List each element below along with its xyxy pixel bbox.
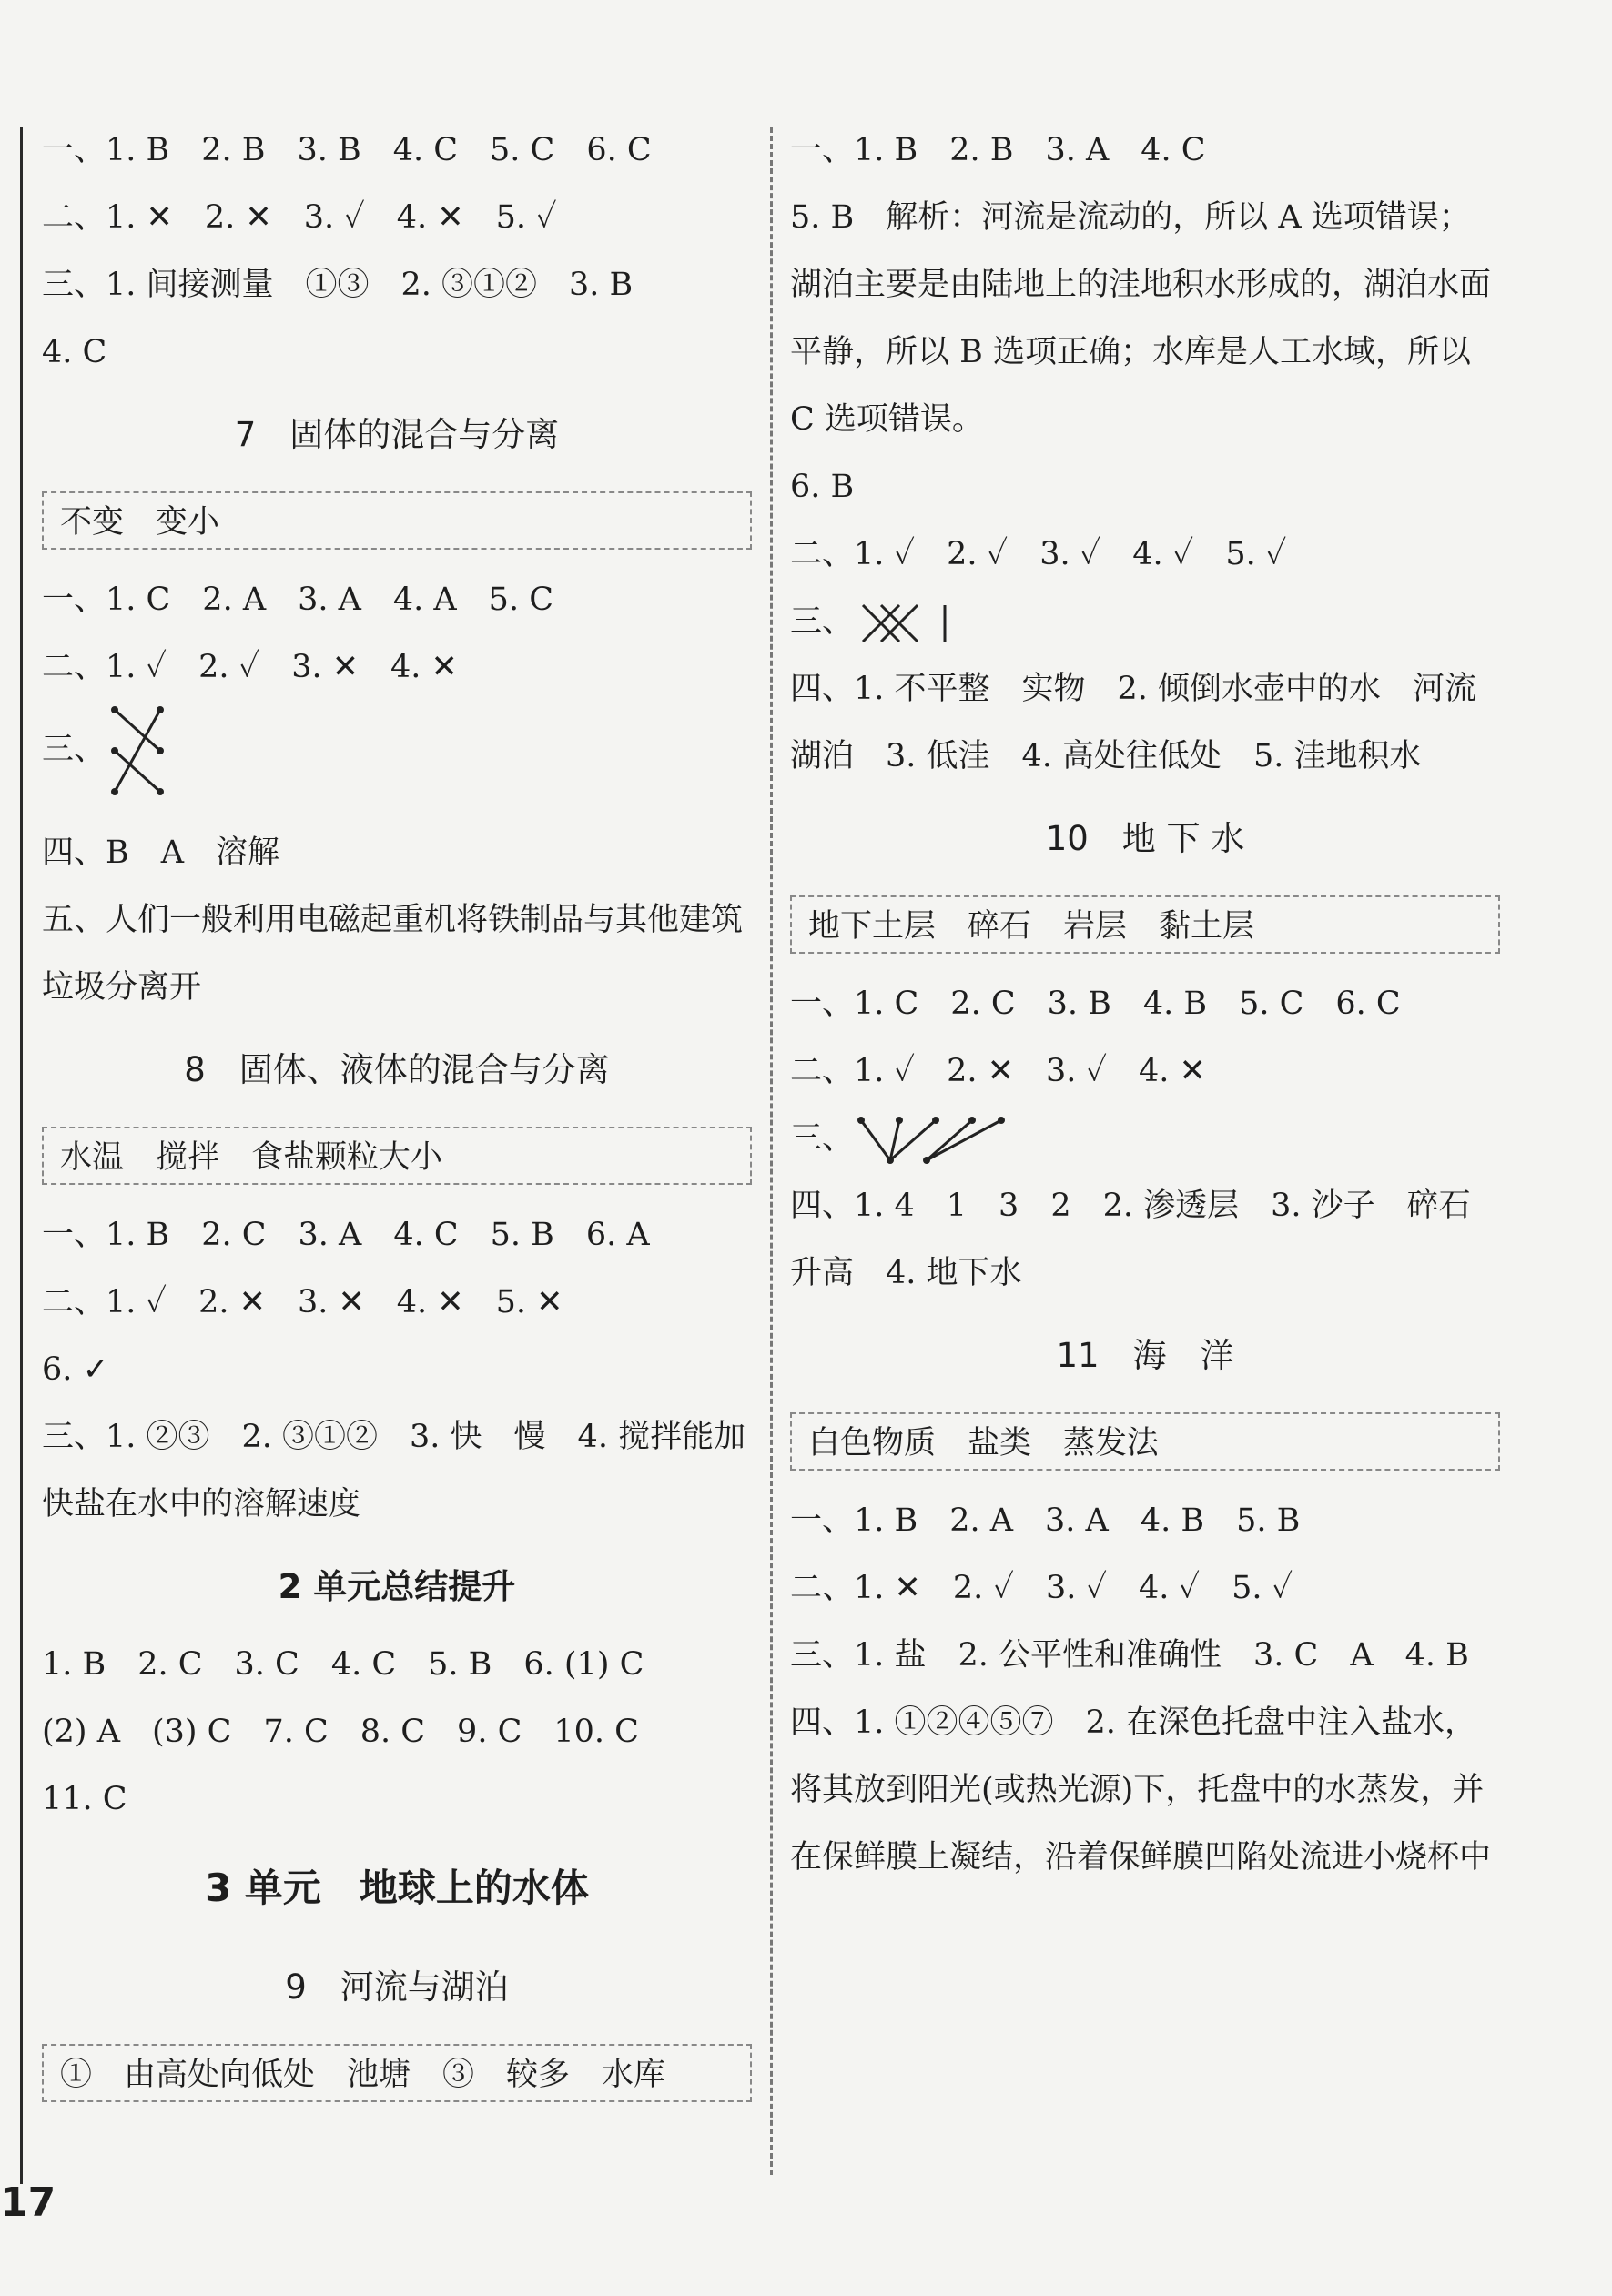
section-title: 7 固体的混合与分离: [234, 415, 560, 454]
matching-label: 三、: [790, 603, 855, 640]
key-points-box: ① 由高处向低处 池塘 ③ 较多 水库: [42, 2044, 752, 2102]
answer-line: 1. B 2. C 3. C 4. C 5. B 6. (1) C: [42, 1646, 644, 1683]
answer-line: 四、1. 4 1 3 2 2. 渗透层 3. 沙子 碎石 升高 4. 地下水: [790, 1188, 1503, 1291]
key-points-box: 不变 变小: [42, 491, 752, 550]
answer-line: 四、1. ①②④⑤⑦ 2. 在深色托盘中注入盐水，将其放到阳光(或热光源)下，托盘中的水蒸发，并在保鲜膜上凝结，沿着保鲜膜凹陷处流进小烧杯中: [790, 1704, 1492, 1876]
answer-line: 二、1. ✓ 2. ✓ 3. ✓ 4. ✓ 5. ✓: [790, 536, 1287, 572]
answer-line: 二、1. ✕ 2. ✓ 3. ✓ 4. ✓ 5. ✓: [790, 1570, 1293, 1606]
answer-line: 四、B A 溶解: [42, 834, 279, 871]
answer-line: 一、1. C 2. C 3. B 4. B 5. C 6. C: [790, 986, 1401, 1022]
answer-line: 一、1. B 2. B 3. B 4. C 5. C 6. C: [42, 132, 652, 168]
page-number: 17: [0, 2180, 56, 2226]
answer-line: 一、1. B 2. A 3. A 4. B 5. B: [790, 1502, 1301, 1539]
answer-line: 一、1. C 2. A 3. A 4. A 5. C: [42, 582, 553, 618]
answer-line: 三、1. ②③ 2. ③①② 3. 快 慢 4. 搅拌能加快盐在水中的溶解速度: [42, 1419, 746, 1522]
key-points-box: 地下土层 碎石 岩层 黏土层: [790, 895, 1500, 954]
answer-line: 一、1. B 2. C 3. A 4. C 5. B 6. A: [42, 1217, 650, 1253]
answer-explanation: 5. B 解析：河流是流动的，所以 A 选项错误；湖泊主要是由陆地上的洼地积水形成的，湖泊水面平静，所以 B 选项正确；水库是人工水域，所以 C 选项错误。: [790, 199, 1492, 438]
matching-line: [790, 588, 1500, 655]
key-points-box: 水温 搅拌 食盐颗粒大小: [42, 1127, 752, 1185]
matching-label: 三、: [42, 731, 106, 768]
section-title: 8 固体、液体的混合与分离: [184, 1050, 610, 1089]
left-column: [42, 116, 752, 2119]
matching-diagram: [106, 701, 169, 801]
answer-line: 三、1. 盐 2. 公平性和准确性 3. C A 4. B: [790, 1637, 1469, 1674]
matching-diagram: [854, 601, 954, 646]
section-title: 9 河流与湖泊: [285, 1967, 509, 2007]
unit-title: 3 单元 地球上的水体: [205, 1866, 589, 1910]
answer-line: 二、1. ✓ 2. ✓ 3. ✕ 4. ✕: [42, 649, 458, 685]
answer-line: 11. C: [42, 1781, 127, 1817]
answer-line: 6. ✓: [42, 1351, 109, 1388]
right-column: [790, 116, 1509, 1891]
answer-line: 一、1. B 2. B 3. A 4. C: [790, 132, 1206, 168]
matching-label: 三、: [790, 1120, 855, 1157]
matching-line: [790, 1105, 1500, 1172]
answer-line: 三、1. 间接测量 ①③ 2. ③①② 3. B: [42, 267, 634, 303]
answer-line: 二、1. ✓ 2. ✕ 3. ✕ 4. ✕ 5. ✕: [42, 1284, 563, 1320]
matching-diagram: [854, 1115, 1009, 1166]
answer-line: 四、1. 不平整 实物 2. 倾倒水壶中的水 河流 湖泊 3. 低洼 4. 高处往低处 5. 洼地积水: [790, 671, 1509, 774]
matching-line: [42, 701, 752, 819]
answer-line: 二、1. ✕ 2. ✕ 3. ✓ 4. ✕ 5. ✓: [42, 199, 557, 236]
column-divider: [770, 127, 773, 2175]
unit-summary-title: 2 单元总结提升: [278, 1567, 516, 1606]
key-points-box: 白色物质 盐类 蒸发法: [790, 1412, 1500, 1471]
answer-line: 二、1. ✓ 2. ✕ 3. ✓ 4. ✕: [790, 1053, 1206, 1089]
section-title: 10 地 下 水: [1045, 819, 1245, 858]
answer-line: (2) A (3) C 7. C 8. C 9. C 10. C: [42, 1714, 639, 1750]
answer-line: 6. B: [790, 469, 855, 505]
left-edge-rule: [20, 127, 23, 2184]
answer-line: 4. C: [42, 334, 107, 370]
answer-line: 五、人们一般利用电磁起重机将铁制品与其他建筑垃圾分离开: [42, 902, 744, 1006]
section-title: 11 海 洋: [1056, 1336, 1234, 1375]
